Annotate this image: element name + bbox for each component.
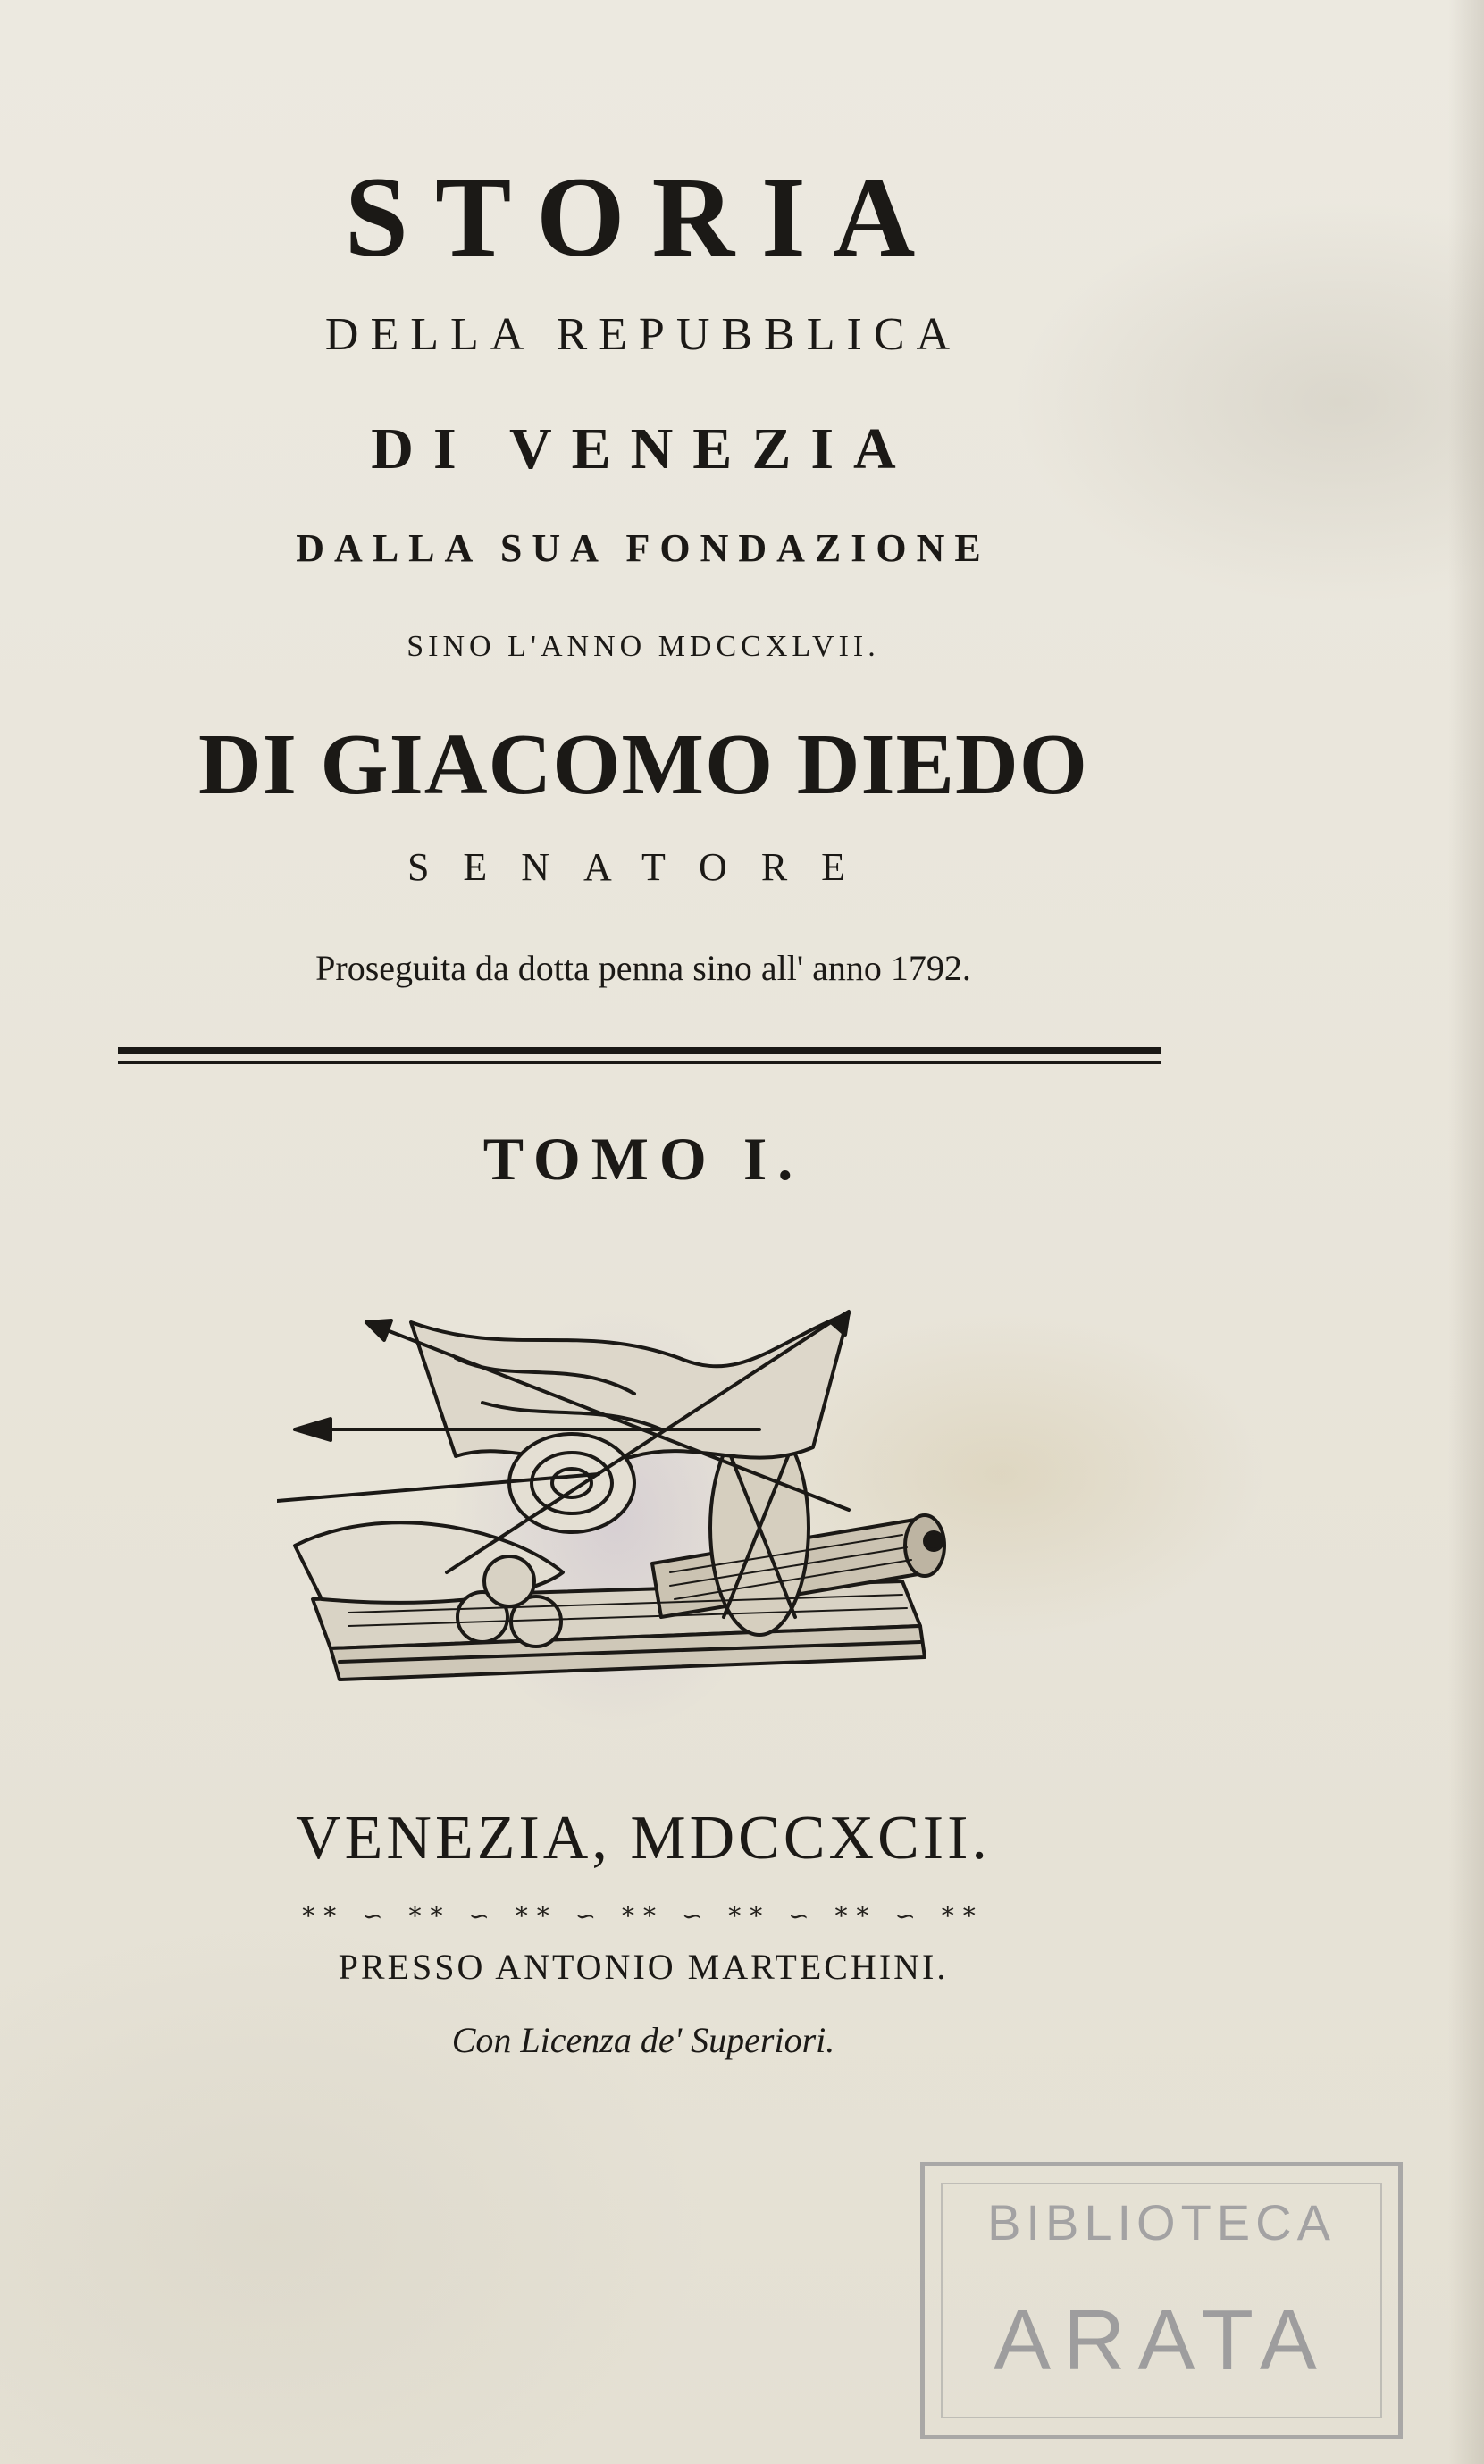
double-rule-thin	[118, 1061, 1161, 1064]
title-line-della-repubblica: DELLA REPUBBLICA	[324, 309, 962, 360]
library-stamp	[920, 2162, 1403, 2439]
ornament-row: ** ∽ ** ∽ ** ∽ ** ∽ ** ∽ ** ∽ **	[302, 1901, 985, 1931]
volume-label: TOMO I.	[482, 1125, 804, 1193]
stamp-text-line1: BIBLIOTECA	[987, 2194, 1336, 2250]
page-edge-shadow	[1448, 0, 1484, 2464]
title-line-fondazione: DALLA SUA FONDAZIONE	[296, 526, 991, 570]
double-rule-thick	[118, 1047, 1161, 1054]
trophy-of-arms-woodcut-icon	[277, 1304, 1010, 1715]
stamp-text-line2: ARATA	[994, 2292, 1329, 2388]
author-title: SENATORE	[407, 845, 880, 889]
continuation-note: Proseguita da dotta penna sino all' anno 1792.	[315, 948, 971, 988]
license-line: Con Licenza de' Superiori.	[451, 2020, 835, 2060]
printer-line: PRESSO ANTONIO MARTECHINI.	[338, 1947, 949, 1987]
title-line-year-range: SINO L'ANNO MDCCXLVII.	[407, 630, 880, 663]
author-name: DI GIACOMO DIEDO	[197, 717, 1089, 813]
title-line-di-venezia: DI VENEZIA	[371, 416, 916, 482]
title-main: STORIA	[344, 154, 943, 281]
imprint-place-date: VENEZIA, MDCCXCII.	[296, 1804, 991, 1873]
